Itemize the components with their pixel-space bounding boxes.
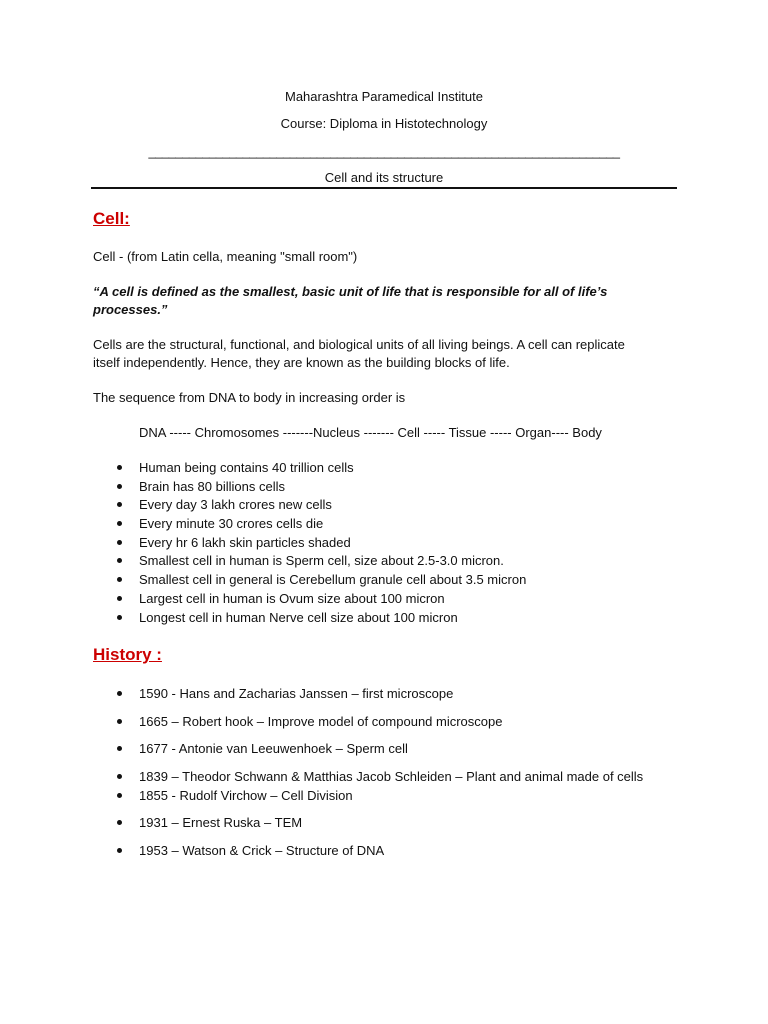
history-heading: History :: [93, 645, 162, 664]
list-item: 1931 – Ernest Ruska – TEM: [139, 814, 643, 842]
dna-to-body-sequence: DNA ----- Chromosomes -------Nucleus ------- Cell ----- Tissue ----- Organ---- Body: [139, 425, 602, 440]
cell-description: Cells are the structural, functional, and biological units of all living beings. A cell can replicate itself independently. Hence, they are known as the building blocks of life.: [93, 337, 625, 370]
list-item: 1953 – Watson & Crick – Structure of DNA: [139, 842, 643, 861]
history-list: [139, 685, 643, 861]
list-item: Smallest cell in general is Cerebellum granule cell about 3.5 micron: [139, 571, 526, 590]
cell-heading: Cell:: [93, 209, 130, 228]
list-item: 1677 - Antonie van Leeuwenhoek – Sperm cell: [139, 740, 643, 768]
course-title: Course: Diploma in Histotechnology: [280, 116, 488, 131]
cell-facts-list: [139, 459, 526, 627]
list-item: 1590 - Hans and Zacharias Janssen – first microscope: [139, 685, 643, 713]
list-item: Every minute 30 crores cells die: [139, 515, 526, 534]
list-item: Every day 3 lakh crores new cells: [139, 496, 526, 515]
list-item: Human being contains 40 trillion cells: [139, 459, 526, 478]
list-item: 1839 – Theodor Schwann & Matthias Jacob Schleiden – Plant and animal made of cells: [139, 768, 643, 787]
sequence-intro: The sequence from DNA to body in increasing order is: [93, 390, 406, 405]
list-item: Brain has 80 billions cells: [139, 478, 526, 497]
list-item: Every hr 6 lakh skin particles shaded: [139, 534, 526, 553]
list-item: Longest cell in human Nerve cell size about 100 micron: [139, 609, 526, 628]
list-item: 1855 - Rudolf Virchow – Cell Division: [139, 787, 643, 815]
cell-etymology: Cell - (from Latin cella, meaning "small room"): [93, 249, 358, 264]
institute-name: Maharashtra Paramedical Institute: [285, 89, 483, 104]
topic-title: Cell and its structure: [324, 170, 444, 185]
cell-definition: “A cell is defined as the smallest, basic unit of life that is responsible for all of life’s processes.”: [93, 284, 608, 317]
separator-line: ______________________________________________________________________: [148, 144, 620, 159]
horizontal-rule: [91, 187, 677, 189]
list-item: Largest cell in human is Ovum size about 100 micron: [139, 590, 526, 609]
list-item: 1665 – Robert hook – Improve model of compound microscope: [139, 713, 643, 741]
list-item: Smallest cell in human is Sperm cell, size about 2.5-3.0 micron.: [139, 552, 526, 571]
